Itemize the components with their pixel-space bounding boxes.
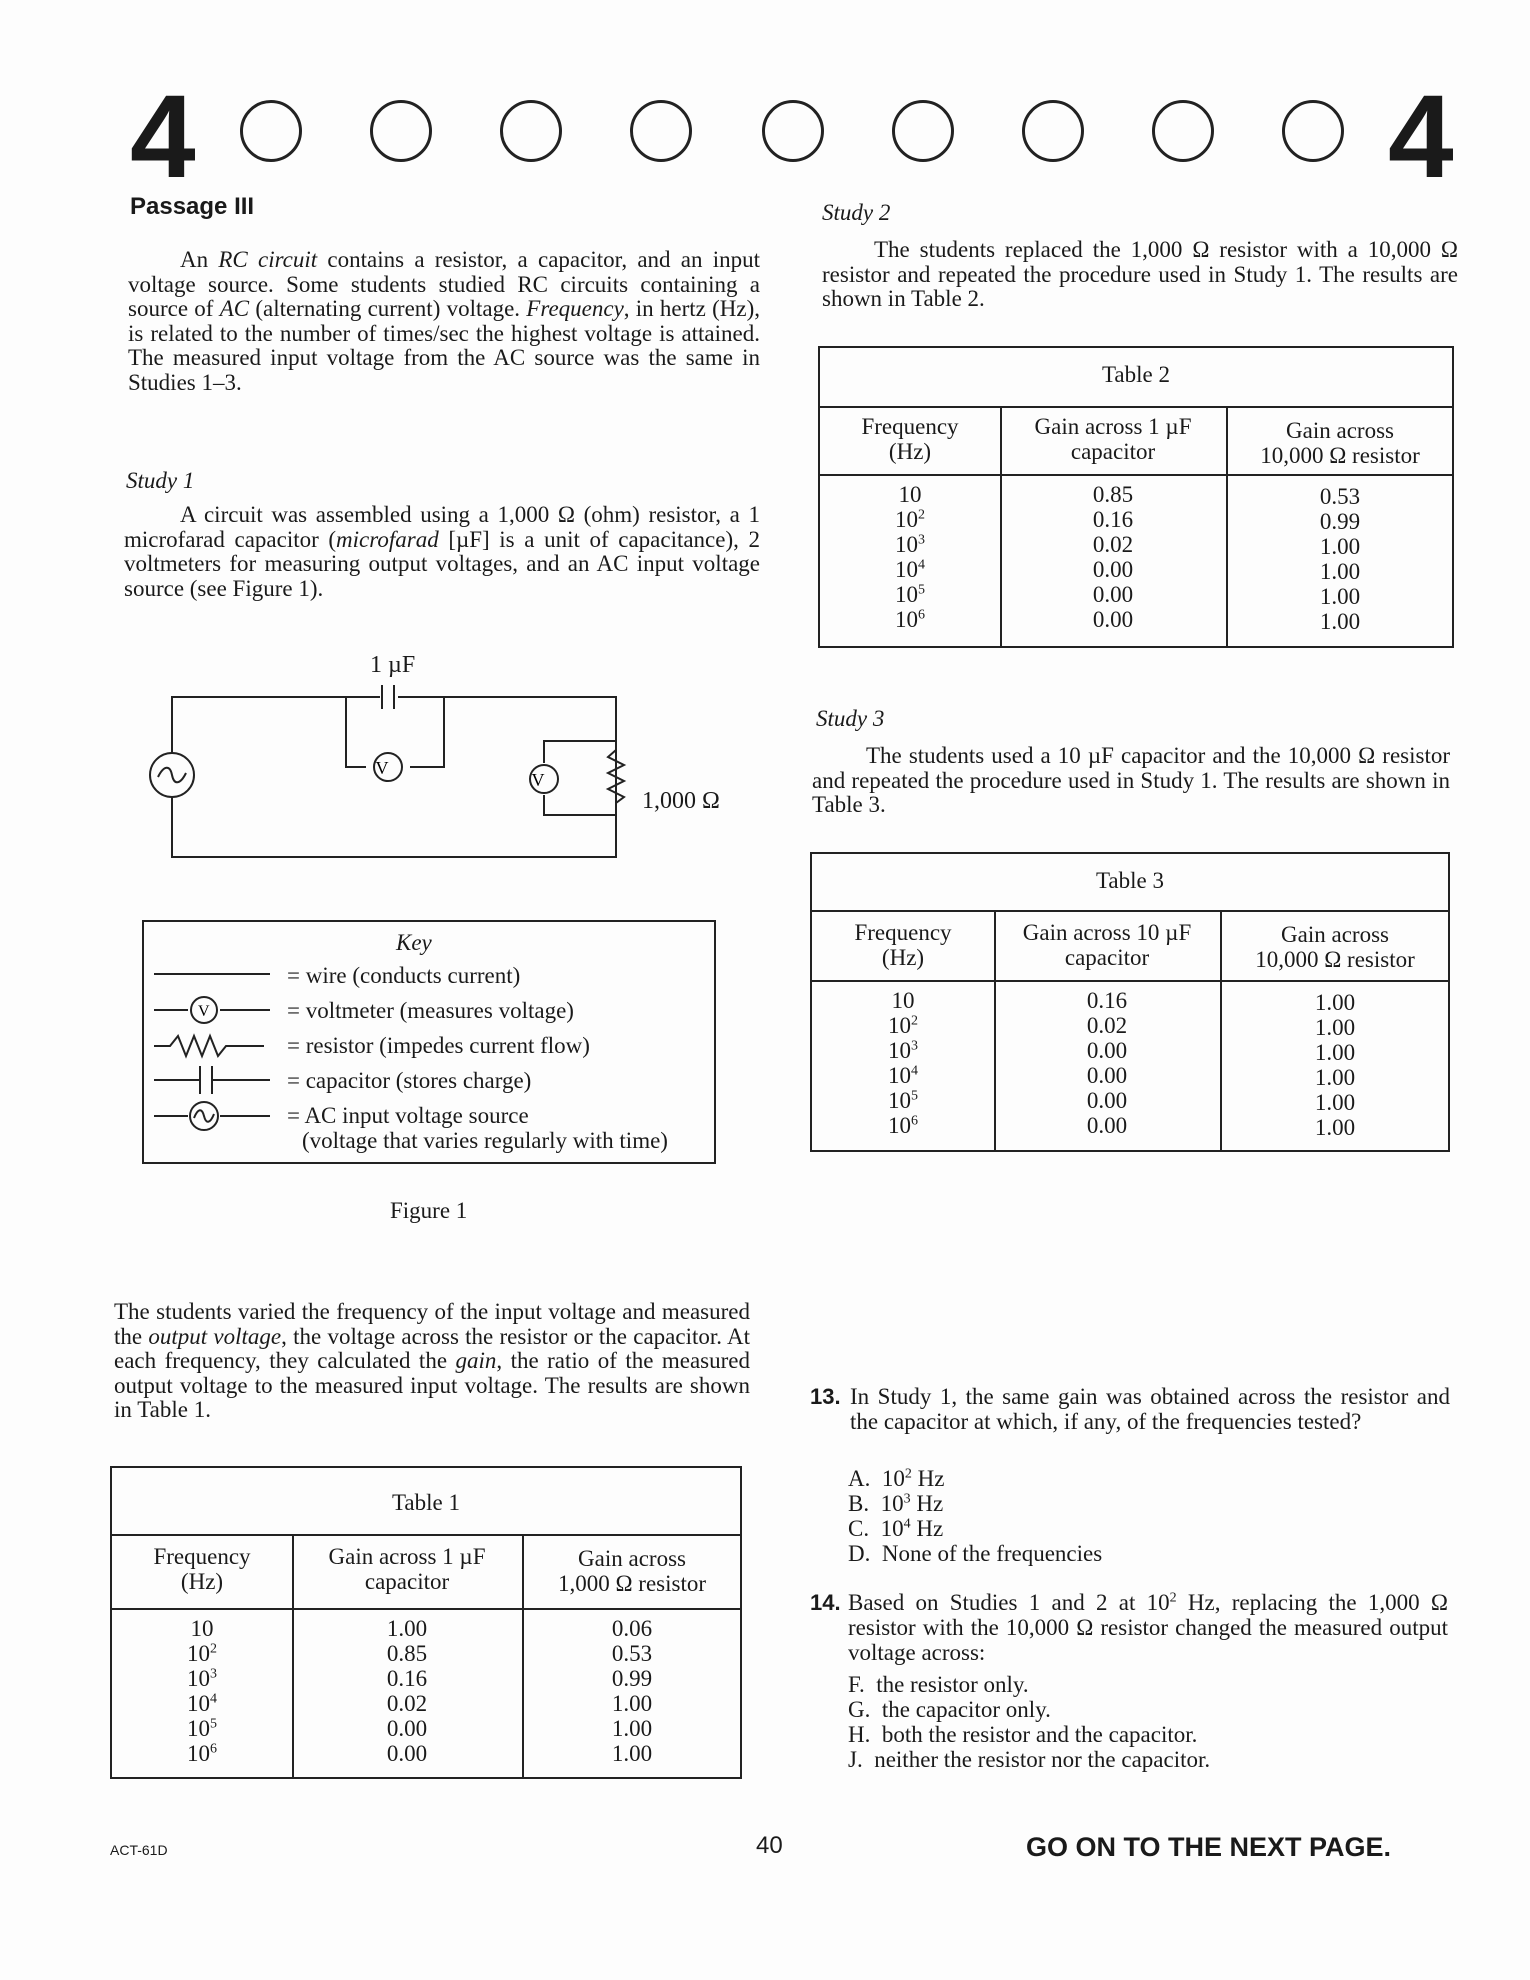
voltmeter-symbol: V [375,758,389,778]
frequency-value: $10^3$ [895,532,925,557]
frequency-column [812,988,994,1138]
table-title: Table 3 [1095,868,1164,893]
key-item-voltmeter: = voltmeter (measures voltage) [287,998,574,1023]
header-circle [762,100,824,162]
header-circle [630,100,692,162]
table-header-capacitor: Gain across 1 µF capacitor [1034,414,1192,464]
frequency-value: 10 [898,482,922,507]
key-item-ac-source: = AC input voltage source [287,1103,529,1128]
answer-option[interactable]: A. $10^2$ Hz [848,1466,945,1491]
section-number-right: 4 [1388,71,1454,203]
question-14-options [848,1672,1210,1772]
question-13-options [848,1466,1102,1566]
question-number: 14. [810,1590,841,1615]
key-item-capacitor: = capacitor (stores charge) [287,1068,532,1093]
figure-key [142,920,716,1164]
form-code: ACT-61D [110,1842,168,1858]
frequency-value: $10^3$ [888,1038,918,1063]
table-header-frequency: Frequency (Hz) [854,920,952,970]
study2-title: Study 2 [822,200,891,225]
answer-option[interactable]: B. $10^3$ Hz [848,1491,944,1516]
study3-title: Study 3 [816,706,885,731]
frequency-column [820,482,1000,632]
question-13-text: In Study 1, the same gain was obtained across the resistor and the capacitor at which, if any, of the frequencies tested? [850,1384,1450,1434]
resistor-gain-column: 0.53 0.99 1.00 1.00 1.00 1.00 [1319,484,1361,634]
table-title: Table 2 [1101,362,1170,387]
table-header-resistor: Gain across 10,000 Ω resistor [1255,922,1415,972]
header-circle [892,100,954,162]
study3-text: The students used a 10 µF capacitor and the 10,000 Ω resistor and repeated the procedure used in Study 1. The results are shown in Table 3. [812,743,1450,817]
frequency-value: $10^6$ [888,1113,918,1138]
table-2 [818,346,1454,648]
header-circle [370,100,432,162]
answer-option[interactable]: F. the resistor only. [848,1672,1029,1697]
frequency-value: 10 [190,1616,214,1641]
answer-option[interactable]: J. neither the resistor nor the capacitor. [848,1747,1211,1772]
frequency-value: $10^4$ [888,1063,918,1088]
svg-text:V: V [198,1003,210,1020]
frequency-value: $10^2$ [895,507,925,532]
frequency-value: $10^5$ [895,582,925,607]
study1-text: A circuit was assembled using a 1,000 Ω (ohm) resistor, a 1 microfarad capacitor (microfarad [µF] is a unit of capacitance), 2 voltmeters for measuring output voltages, and an AC input voltage source (see Figure 1). [124,502,760,601]
frequency-value: $10^6$ [895,607,925,632]
key-item-ac-source-note: (voltage that varies regularly with time) [302,1128,668,1153]
table-header-capacitor: Gain across 10 µF capacitor [1022,920,1192,970]
frequency-value: $10^5$ [187,1716,217,1741]
header-circle [1152,100,1214,162]
resistor-gain-column: 1.00 1.00 1.00 1.00 1.00 1.00 [1314,990,1356,1140]
capacitor-gain-column: 1.00 0.85 0.16 0.02 0.00 0.00 [386,1616,428,1766]
table-3 [810,852,1450,1152]
answer-option[interactable]: D. None of the frequencies [848,1541,1103,1566]
passage-title: Passage III [130,193,255,220]
header-circle [1282,100,1344,162]
question-14-text: Based on Studies 1 and 2 at $10^2$ Hz, replacing the 1,000 Ω resistor with the 10,000 Ω resistor changed the measured output voltage across: [848,1590,1449,1665]
figure-caption: Figure 1 [390,1198,468,1223]
section-number-left: 4 [130,71,196,203]
frequency-value: $10^5$ [888,1088,918,1113]
frequency-value: $10^2$ [888,1013,918,1038]
header-circle [1022,100,1084,162]
resistor-label: 1,000 Ω [642,788,720,814]
voltmeter-symbol: V [531,770,545,790]
passage-intro: An RC circuit contains a resistor, a capacitor, and an input voltage source. Some students studied RC circuits containing a source of AC (alternating current) voltage. Frequency, in hertz (Hz), is related to the number of times/sec the highest voltage is attained. The measured input voltage from the AC source was the same in Studies 1–3. [128,247,761,395]
table-header-resistor: Gain across 1,000 Ω resistor [557,1546,707,1596]
frequency-value: $10^4$ [895,557,925,582]
answer-option[interactable]: G. the capacitor only. [848,1697,1051,1722]
header-circle [240,100,302,162]
answer-option[interactable]: C. $10^4$ Hz [848,1516,944,1541]
table-header-resistor: Gain across 10,000 Ω resistor [1260,418,1420,468]
study1-title: Study 1 [126,468,195,493]
frequency-value: $10^4$ [187,1691,217,1716]
table-header-capacitor: Gain across 1 µF capacitor [328,1544,486,1594]
question-number: 13. [810,1384,841,1409]
resistor-icon [154,1036,264,1056]
resistor-gain-column: 0.06 0.53 0.99 1.00 1.00 1.00 [611,1616,653,1766]
table-1 [110,1466,742,1779]
capacitor-gain-column: 0.85 0.16 0.02 0.00 0.00 0.00 [1092,482,1134,632]
key-title: Key [396,930,432,955]
frequency-column [112,1616,292,1766]
frequency-value: $10^2$ [187,1641,217,1666]
key-item-resistor: = resistor (impedes current flow) [287,1033,590,1058]
frequency-value: $10^3$ [187,1666,217,1691]
key-symbols [154,962,274,1162]
frequency-value: $10^6$ [187,1741,217,1766]
header-circle [500,100,562,162]
table-header-frequency: Frequency (Hz) [153,1544,251,1594]
circuit-parts [130,645,750,905]
answer-option[interactable]: H. both the resistor and the capacitor. [848,1722,1198,1747]
next-page-notice: GO ON TO THE NEXT PAGE. [1026,1832,1392,1862]
key-item-wire: = wire (conducts current) [287,963,521,988]
procedure-text: The students varied the frequency of the input voltage and measured the output voltage, the voltage across the resistor or the capacitor. At each frequency, they calculated the gain, the ratio of the measured output voltage to the measured input voltage. The results are shown in Table 1. [114,1299,750,1422]
capacitor-gain-column: 0.16 0.02 0.00 0.00 0.00 0.00 [1086,988,1128,1138]
study2-text: The students replaced the 1,000 Ω resistor with a 10,000 Ω resistor and repeated the procedure used in Study 1. The results are shown in Table 2. [822,237,1458,311]
table-header-frequency: Frequency (Hz) [861,414,959,464]
frequency-value: 10 [891,988,915,1013]
table-title: Table 1 [391,1490,460,1515]
page-number: 40 [756,1832,783,1859]
capacitor-label: 1 µF [370,652,416,678]
